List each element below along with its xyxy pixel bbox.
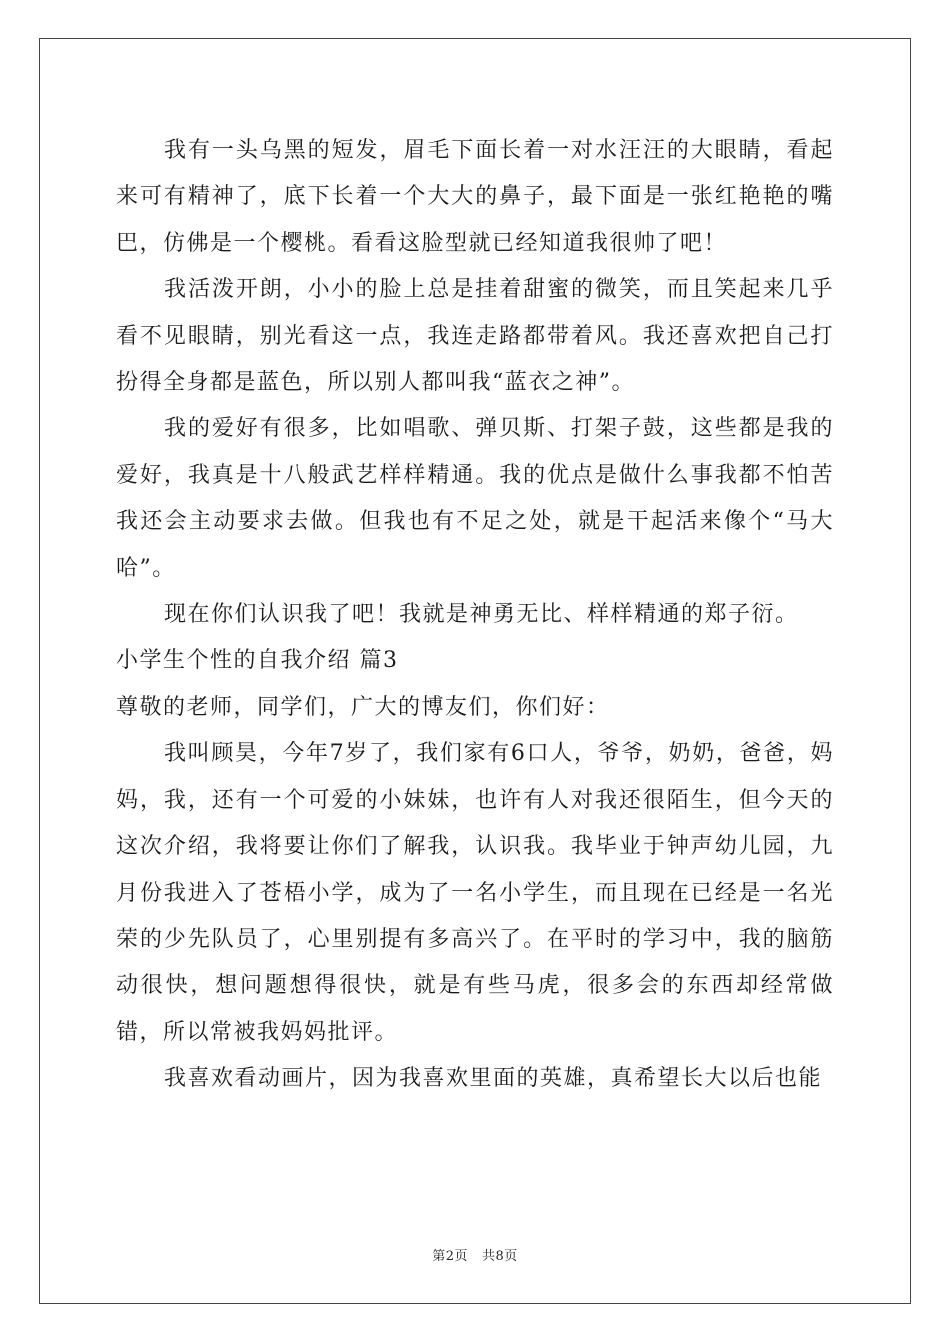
paragraph-hobbies: 我的爱好有很多，比如唱歌、弹贝斯、打架子鼓，这些都是我的爱好，我真是十八般武艺样样精通。我的优点是做什么事我都不怕苦我还会主动要求去做。但我也有不足之处，就是干起活来像个“马大哈”。: [116, 416, 834, 581]
paragraph-personality: 我活泼开朗，小小的脸上总是挂着甜蜜的微笑，而且笑起来几乎看不见眼睛，别光看这一点，我连走路都带着风。我还喜欢把自己打扮得全身都是蓝色，所以别人都叫我“蓝衣之神”。: [116, 277, 834, 396]
paragraph-appearance: 我有一头乌黑的短发，眉毛下面长着一对水汪汪的大眼睛，看起来可有精神了，底下长着一个大大的鼻子，最下面是一张红艳艳的嘴巴，仿佛是一个樱桃。看看这脸型就已经知道我很帅了吧！: [116, 138, 834, 256]
paragraph-conclusion: 现在你们认识我了吧！我就是神勇无比、样样精通的郑子衍。: [164, 602, 799, 628]
paragraph-introduction: 我叫顾昊，今年7岁了，我们家有6口人，爷爷，奶奶，爸爸，妈妈，我，还有一个可爱的小妹妹，也许有人对我还很陌生，但今天的这次介绍，我将要让你们了解我，认识我。我毕业于钟声幼儿园，九月份我进入了苍梧小学，成为了一名小学生，而且现在已经是一名光荣的少先队员了，心里别提有多高兴了。在平时的学习中，我的脑筋动很快，想问题想得很快，就是有些马虎，很多会的东西却经常做错，所以常被我妈妈批评。: [116, 741, 834, 1045]
page-total: 共8页: [482, 1249, 518, 1264]
page-number: 第2页: [432, 1249, 468, 1264]
greeting-line: 尊敬的老师，同学们，广大的博友们，你们好：: [116, 694, 610, 720]
page-footer: [0, 1245, 950, 1264]
section-heading: 小学生个性的自我介绍 篇3: [116, 648, 399, 674]
document-body: [116, 128, 834, 1103]
paragraph-cartoons: 我喜欢看动画片，因为我喜欢里面的英雄，真希望长大以后也能: [164, 1066, 823, 1092]
